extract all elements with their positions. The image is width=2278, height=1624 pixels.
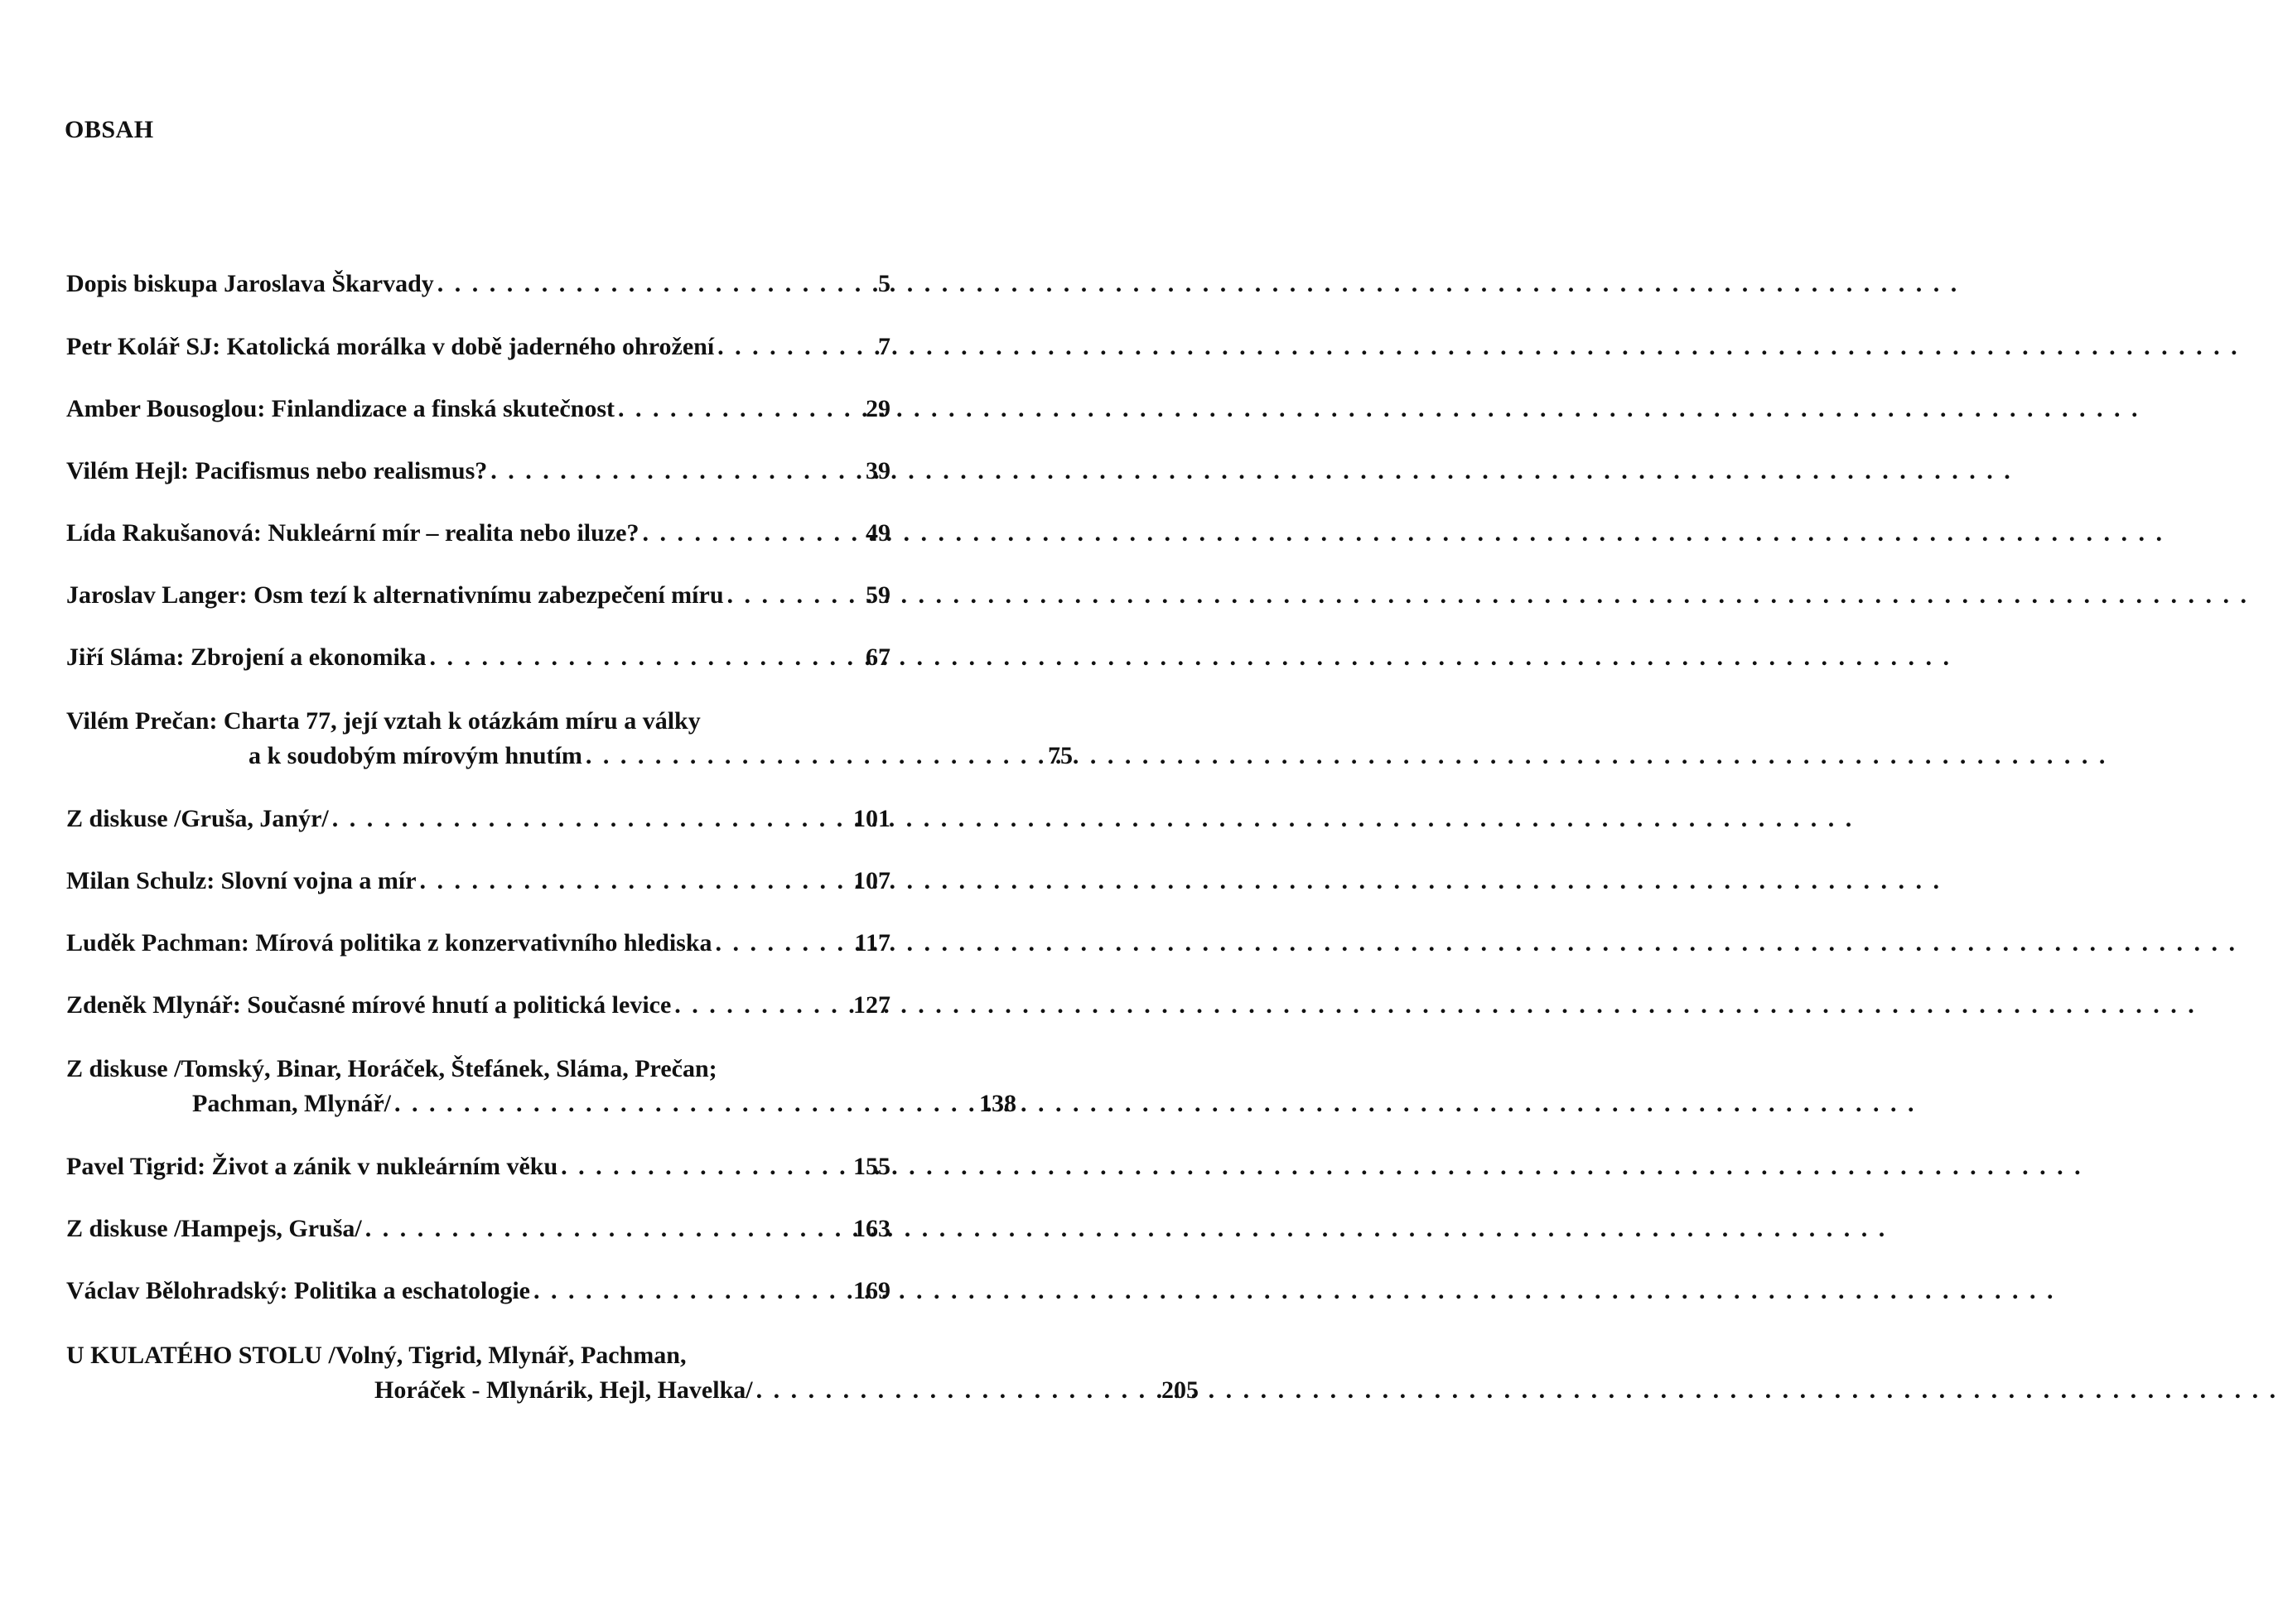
toc-entry [66, 392, 890, 426]
toc-entry [66, 640, 890, 675]
toc-entry [66, 802, 890, 836]
toc-entry-title: U KULATÉHO STOLU /Volný, Tigrid, Mlynář, Pachman, [66, 1342, 687, 1369]
toc-page-number: 127 [853, 991, 890, 1019]
toc-entry [66, 267, 890, 301]
toc-page-number: 138 [979, 1090, 1016, 1117]
leader-dots [674, 988, 848, 1023]
toc-entry-title: Václav Bělohradský: Politika a eschatologie [66, 1277, 530, 1304]
toc-entry-title: Z diskuse /Tomský, Binar, Horáček, Štefánek, Sláma, Prečan; [66, 1055, 717, 1082]
toc-page-number: 7 [878, 333, 890, 360]
toc-entry [66, 516, 890, 551]
toc-entry [66, 1212, 890, 1246]
toc-entry-title: Jiří Sláma: Zbrojení a ekonomika [66, 643, 427, 671]
toc-page-number: 39 [866, 457, 890, 484]
toc-entry [66, 1274, 890, 1308]
toc-page-number: 101 [853, 805, 890, 832]
toc-entry-title: Milan Schulz: Slovní vojna a mír [66, 867, 417, 894]
toc-entry [66, 1338, 1199, 1408]
toc-entry-title: Vilém Prečan: Charta 77, její vztah k otázkám míru a války [66, 707, 701, 735]
toc-page-number: 5 [878, 270, 890, 297]
leader-dots [437, 267, 873, 301]
toc-entry-title: Luděk Pachman: Mírová politika z konzervativního hlediska [66, 929, 712, 957]
leader-dots [716, 926, 850, 961]
leader-dots [420, 864, 848, 899]
toc-entry [66, 1149, 890, 1184]
leader-dots [756, 1373, 1156, 1408]
toc-page-number: 169 [853, 1277, 890, 1304]
toc-entry-title: Petr Kolář SJ: Katolická morálka v době jaderného ohrožení [66, 333, 715, 360]
leader-dots [586, 739, 1043, 773]
leader-dots [618, 392, 861, 426]
toc-entry-title-continued: Horáček - Mlynárik, Hejl, Havelka/ [374, 1376, 753, 1404]
toc-entry [66, 864, 890, 899]
leader-dots [394, 1087, 974, 1121]
toc-entry-title: Zdeněk Mlynář: Současné mírové hnutí a politická levice [66, 991, 672, 1019]
toc-page-number: 67 [866, 643, 890, 671]
toc-page-number: 59 [866, 581, 890, 609]
toc-page-number: 205 [1161, 1376, 1199, 1404]
leader-dots [727, 578, 861, 613]
toc-page-number: 155 [853, 1153, 890, 1180]
toc-entry [66, 988, 890, 1023]
page-title: OBSAH [65, 116, 154, 143]
toc-entry-title-continued: a k soudobým mírovým hnutím [249, 742, 582, 769]
toc-entry-title: Vilém Hejl: Pacifismus nebo realismus? [66, 457, 488, 484]
toc-entry-title: Dopis biskupa Jaroslava Škarvady [66, 270, 434, 297]
toc-entry [66, 1052, 1016, 1121]
leader-dots [533, 1274, 848, 1308]
toc-entry-title: Lída Rakušanová: Nukleární mír – realita nebo iluze? [66, 519, 639, 547]
toc-entry [66, 704, 1073, 773]
toc-page-number: 29 [866, 395, 890, 422]
leader-dots [490, 454, 861, 489]
toc-page-number: 49 [866, 519, 890, 547]
toc-entry-title: Z diskuse /Gruša, Janýr/ [66, 805, 329, 832]
toc-page-number: 75 [1048, 742, 1073, 769]
leader-dots [365, 1212, 848, 1246]
leader-dots [717, 330, 873, 364]
toc-entry-title: Amber Bousoglou: Finlandizace a finská skutečnost [66, 395, 615, 422]
toc-entry-title: Z diskuse /Hampejs, Gruša/ [66, 1215, 362, 1242]
toc-page-number: 107 [853, 867, 890, 894]
toc-entry [66, 454, 890, 489]
toc-page-number: 117 [854, 929, 890, 957]
toc-entry-title-continued: Pachman, Mlynář/ [192, 1090, 391, 1117]
toc-entry [66, 926, 890, 961]
leader-dots [332, 802, 848, 836]
toc-entry [66, 578, 890, 613]
leader-dots [642, 516, 861, 551]
leader-dots [429, 640, 861, 675]
toc-entry-title: Pavel Tigrid: Život a zánik v nukleárním věku [66, 1153, 558, 1180]
leader-dots [561, 1149, 848, 1184]
toc-entry-title: Jaroslav Langer: Osm tezí k alternativnímu zabezpečení míru [66, 581, 724, 609]
toc-page-number: 163 [853, 1215, 890, 1242]
toc-entry [66, 330, 890, 364]
